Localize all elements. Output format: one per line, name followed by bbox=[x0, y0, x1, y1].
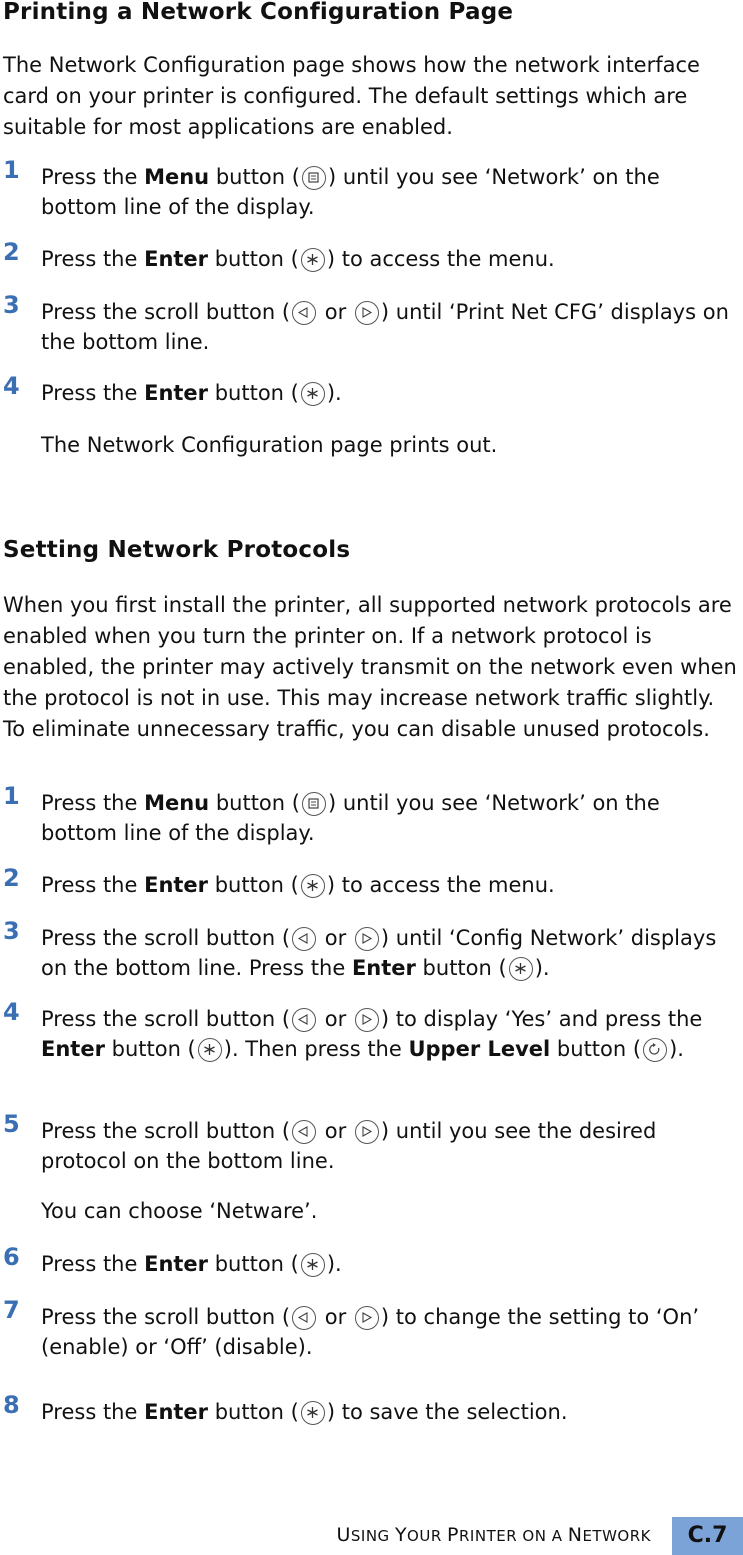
scroll-right-icon bbox=[355, 927, 379, 951]
step-text: Press the scroll button ( or ) to display ‘Yes’ and press the Enter button ( ). Then press the Upper Level button ( ). bbox=[41, 1007, 703, 1061]
step-number: 6 bbox=[3, 1243, 20, 1271]
step-number: 8 bbox=[3, 1391, 20, 1419]
scroll-right-icon bbox=[355, 1120, 379, 1144]
enter-button-icon bbox=[301, 248, 325, 272]
scroll-left-icon bbox=[292, 1120, 316, 1144]
step-text: Press the Enter button ( ) to save the selection. bbox=[41, 1400, 568, 1424]
enter-button-icon bbox=[198, 1038, 222, 1062]
scroll-right-icon bbox=[355, 1306, 379, 1330]
step-text: Press the scroll button ( or ) to change the setting to ‘On’ (enable) or ‘Off’ (disable). bbox=[41, 1305, 700, 1359]
enter-button-icon bbox=[301, 874, 325, 898]
step-number: 4 bbox=[3, 998, 20, 1026]
step-number: 2 bbox=[3, 238, 20, 266]
scroll-right-icon bbox=[355, 301, 379, 325]
enter-button-icon bbox=[301, 382, 325, 406]
scroll-left-icon bbox=[292, 1008, 316, 1032]
step-number: 1 bbox=[3, 782, 20, 810]
step-note: The Network Configuration page prints out. bbox=[41, 433, 498, 457]
step-text: Press the Enter button ( ). bbox=[41, 1252, 342, 1276]
step-note: You can choose ‘Netware’. bbox=[41, 1199, 318, 1223]
step-number: 4 bbox=[3, 372, 20, 400]
upper-level-icon bbox=[643, 1038, 667, 1062]
section-title: Setting Network Protocols bbox=[3, 537, 351, 563]
step-number: 3 bbox=[3, 291, 20, 319]
intro-paragraph: The Network Configuration page shows how the network interface card on your printer is configured. The default settings which are suitable for most applications are enabled. bbox=[3, 53, 700, 139]
scroll-left-icon bbox=[292, 301, 316, 325]
chapter-footer: USING YOUR PRINTER ON A NETWORK bbox=[336, 1524, 651, 1546]
step-text: Press the Enter button ( ) to access the menu. bbox=[41, 873, 555, 897]
step-text: Press the Menu button ( ) until you see ‘Network’ on the bottom line of the display. bbox=[41, 791, 660, 845]
step-text: Press the Enter button ( ). bbox=[41, 381, 342, 405]
step-number: 5 bbox=[3, 1110, 20, 1138]
menu-button-icon bbox=[302, 166, 326, 190]
step-number: 3 bbox=[3, 917, 20, 945]
menu-button-icon bbox=[302, 792, 326, 816]
intro-paragraph: When you first install the printer, all supported network protocols are enabled when you turn the printer on. If a network protocol is enabled, the printer may actively transmit on the network even when the protocol is not in use. This may increase network traffic slightly. To eliminate unnecessary traffic, you can disable unused protocols. bbox=[3, 593, 737, 741]
enter-button-icon bbox=[509, 957, 533, 981]
step-text: Press the scroll button ( or ) until ‘Config Network’ displays on the bottom line. Press the Enter button ( ). bbox=[41, 926, 717, 980]
step-text: Press the scroll button ( or ) until ‘Print Net CFG’ displays on the bottom line. bbox=[41, 300, 729, 354]
step-number: 2 bbox=[3, 864, 20, 892]
step-text: Press the Enter button ( ) to access the menu. bbox=[41, 247, 555, 271]
step-number: 7 bbox=[3, 1296, 20, 1324]
enter-button-icon bbox=[301, 1253, 325, 1277]
step-text: Press the scroll button ( or ) until you see the desired protocol on the bottom line. bbox=[41, 1119, 657, 1173]
enter-button-icon bbox=[301, 1401, 325, 1425]
scroll-left-icon bbox=[292, 927, 316, 951]
step-number: 1 bbox=[3, 156, 20, 184]
step-text: Press the Menu button ( ) until you see ‘Network’ on the bottom line of the display. bbox=[41, 165, 660, 219]
scroll-right-icon bbox=[355, 1008, 379, 1032]
section-title: Printing a Network Configuration Page bbox=[3, 0, 514, 25]
page-number: C.7 bbox=[672, 1517, 743, 1555]
scroll-left-icon bbox=[292, 1306, 316, 1330]
